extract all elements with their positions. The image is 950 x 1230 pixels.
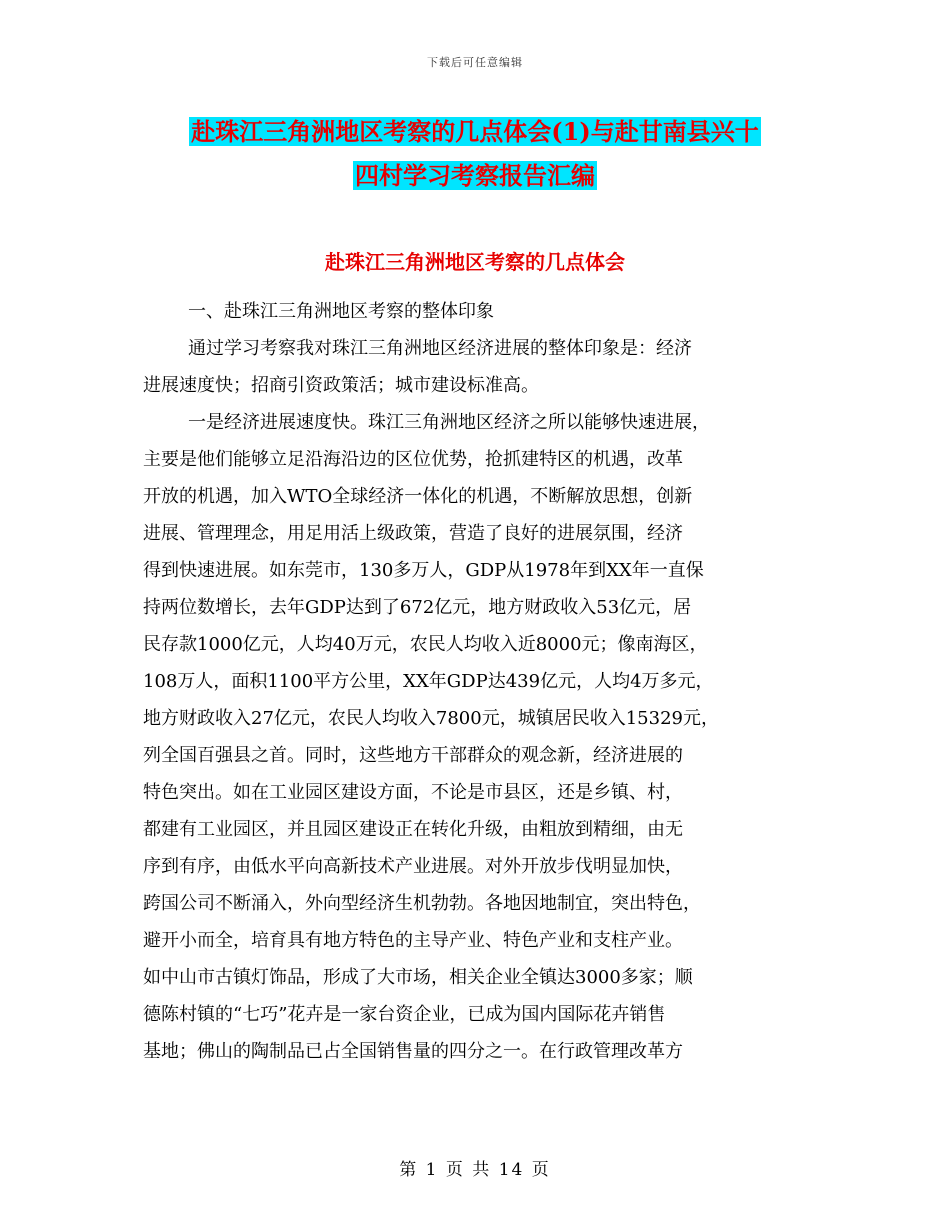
paragraph-line: 得到快速进展。如东莞市，130多万人，GDP从1978年到XX年一直保	[143, 560, 704, 581]
paragraph-line: 民存款1000亿元，人均40万元，农民人均收入近8000元；像南海区，	[143, 634, 708, 655]
paragraph-line: 列全国百强县之首。同时，这些地方干部群众的观念新，经济进展的	[143, 745, 683, 766]
paragraph-line: 跨国公司不断涌入，外向型经济生机勃勃。各地因地制宜，突出特色，	[143, 893, 701, 914]
section-heading: 赴珠江三角洲地区考察的几点体会	[325, 250, 625, 274]
paragraph-line: 地方财政收入27亿元，农民人均收入7800元，城镇居民收入15329元，	[143, 708, 719, 729]
paragraph-line: 德陈村镇的“七巧”花卉是一家台资企业，已成为国内国际花卉销售	[143, 1004, 666, 1025]
paragraph-line: 都建有工业园区，并且园区建设正在转化升级，由粗放到精细，由无	[143, 819, 683, 840]
paragraph-line: 通过学习考察我对珠江三角洲地区经济进展的整体印象是：经济	[188, 338, 692, 359]
paragraph-line: 一、赴珠江三角洲地区考察的整体印象	[188, 301, 494, 322]
paragraph-line: 序到有序，由低水平向高新技术产业进展。对外开放步伐明显加快，	[143, 856, 683, 877]
paragraph-line: 开放的机遇，加入WTO全球经济一体化的机遇，不断解放思想，创新	[143, 486, 693, 507]
paragraph-line: 如中山市古镇灯饰品，形成了大市场，相关企业全镇达3000多家；顺	[143, 967, 693, 988]
document-title	[140, 110, 810, 198]
page-footer: 第 1 页 共 14 页	[399, 1160, 551, 1180]
paragraph-line: 主要是他们能够立足沿海沿边的区位优势，抢抓建特区的机遇，改革	[143, 449, 683, 470]
paragraph-line: 避开小而全，培育具有地方特色的主导产业、特色产业和支柱产业。	[143, 930, 683, 951]
paragraph-line: 进展、管理理念，用足用活上级政策，营造了良好的进展氛围，经济	[143, 523, 683, 544]
body-text	[143, 293, 823, 1070]
header-note: 下载后可任意编辑	[427, 56, 523, 69]
paragraph-line: 进展速度快；招商引资政策活；城市建设标准高。	[143, 375, 539, 396]
paragraph-line: 108万人，面积1100平方公里，XX年GDP达439亿元，人均4万多元，	[143, 671, 714, 692]
paragraph-line: 一是经济进展速度快。珠江三角洲地区经济之所以能够快速进展，	[188, 412, 710, 433]
document-title-line-1: 赴珠江三角洲地区考察的几点体会(1)与赴甘南县兴十	[191, 117, 759, 146]
document-title-line-2: 四村学习考察报告汇编	[355, 161, 595, 190]
paragraph-line: 持两位数增长，去年GDP达到了672亿元，地方财政收入53亿元，居	[143, 597, 692, 618]
paragraph-line: 基地；佛山的陶制品已占全国销售量的四分之一。在行政管理改革方	[143, 1041, 683, 1062]
paragraph-line: 特色突出。如在工业园区建设方面，不论是市县区，还是乡镇、村，	[143, 782, 683, 803]
